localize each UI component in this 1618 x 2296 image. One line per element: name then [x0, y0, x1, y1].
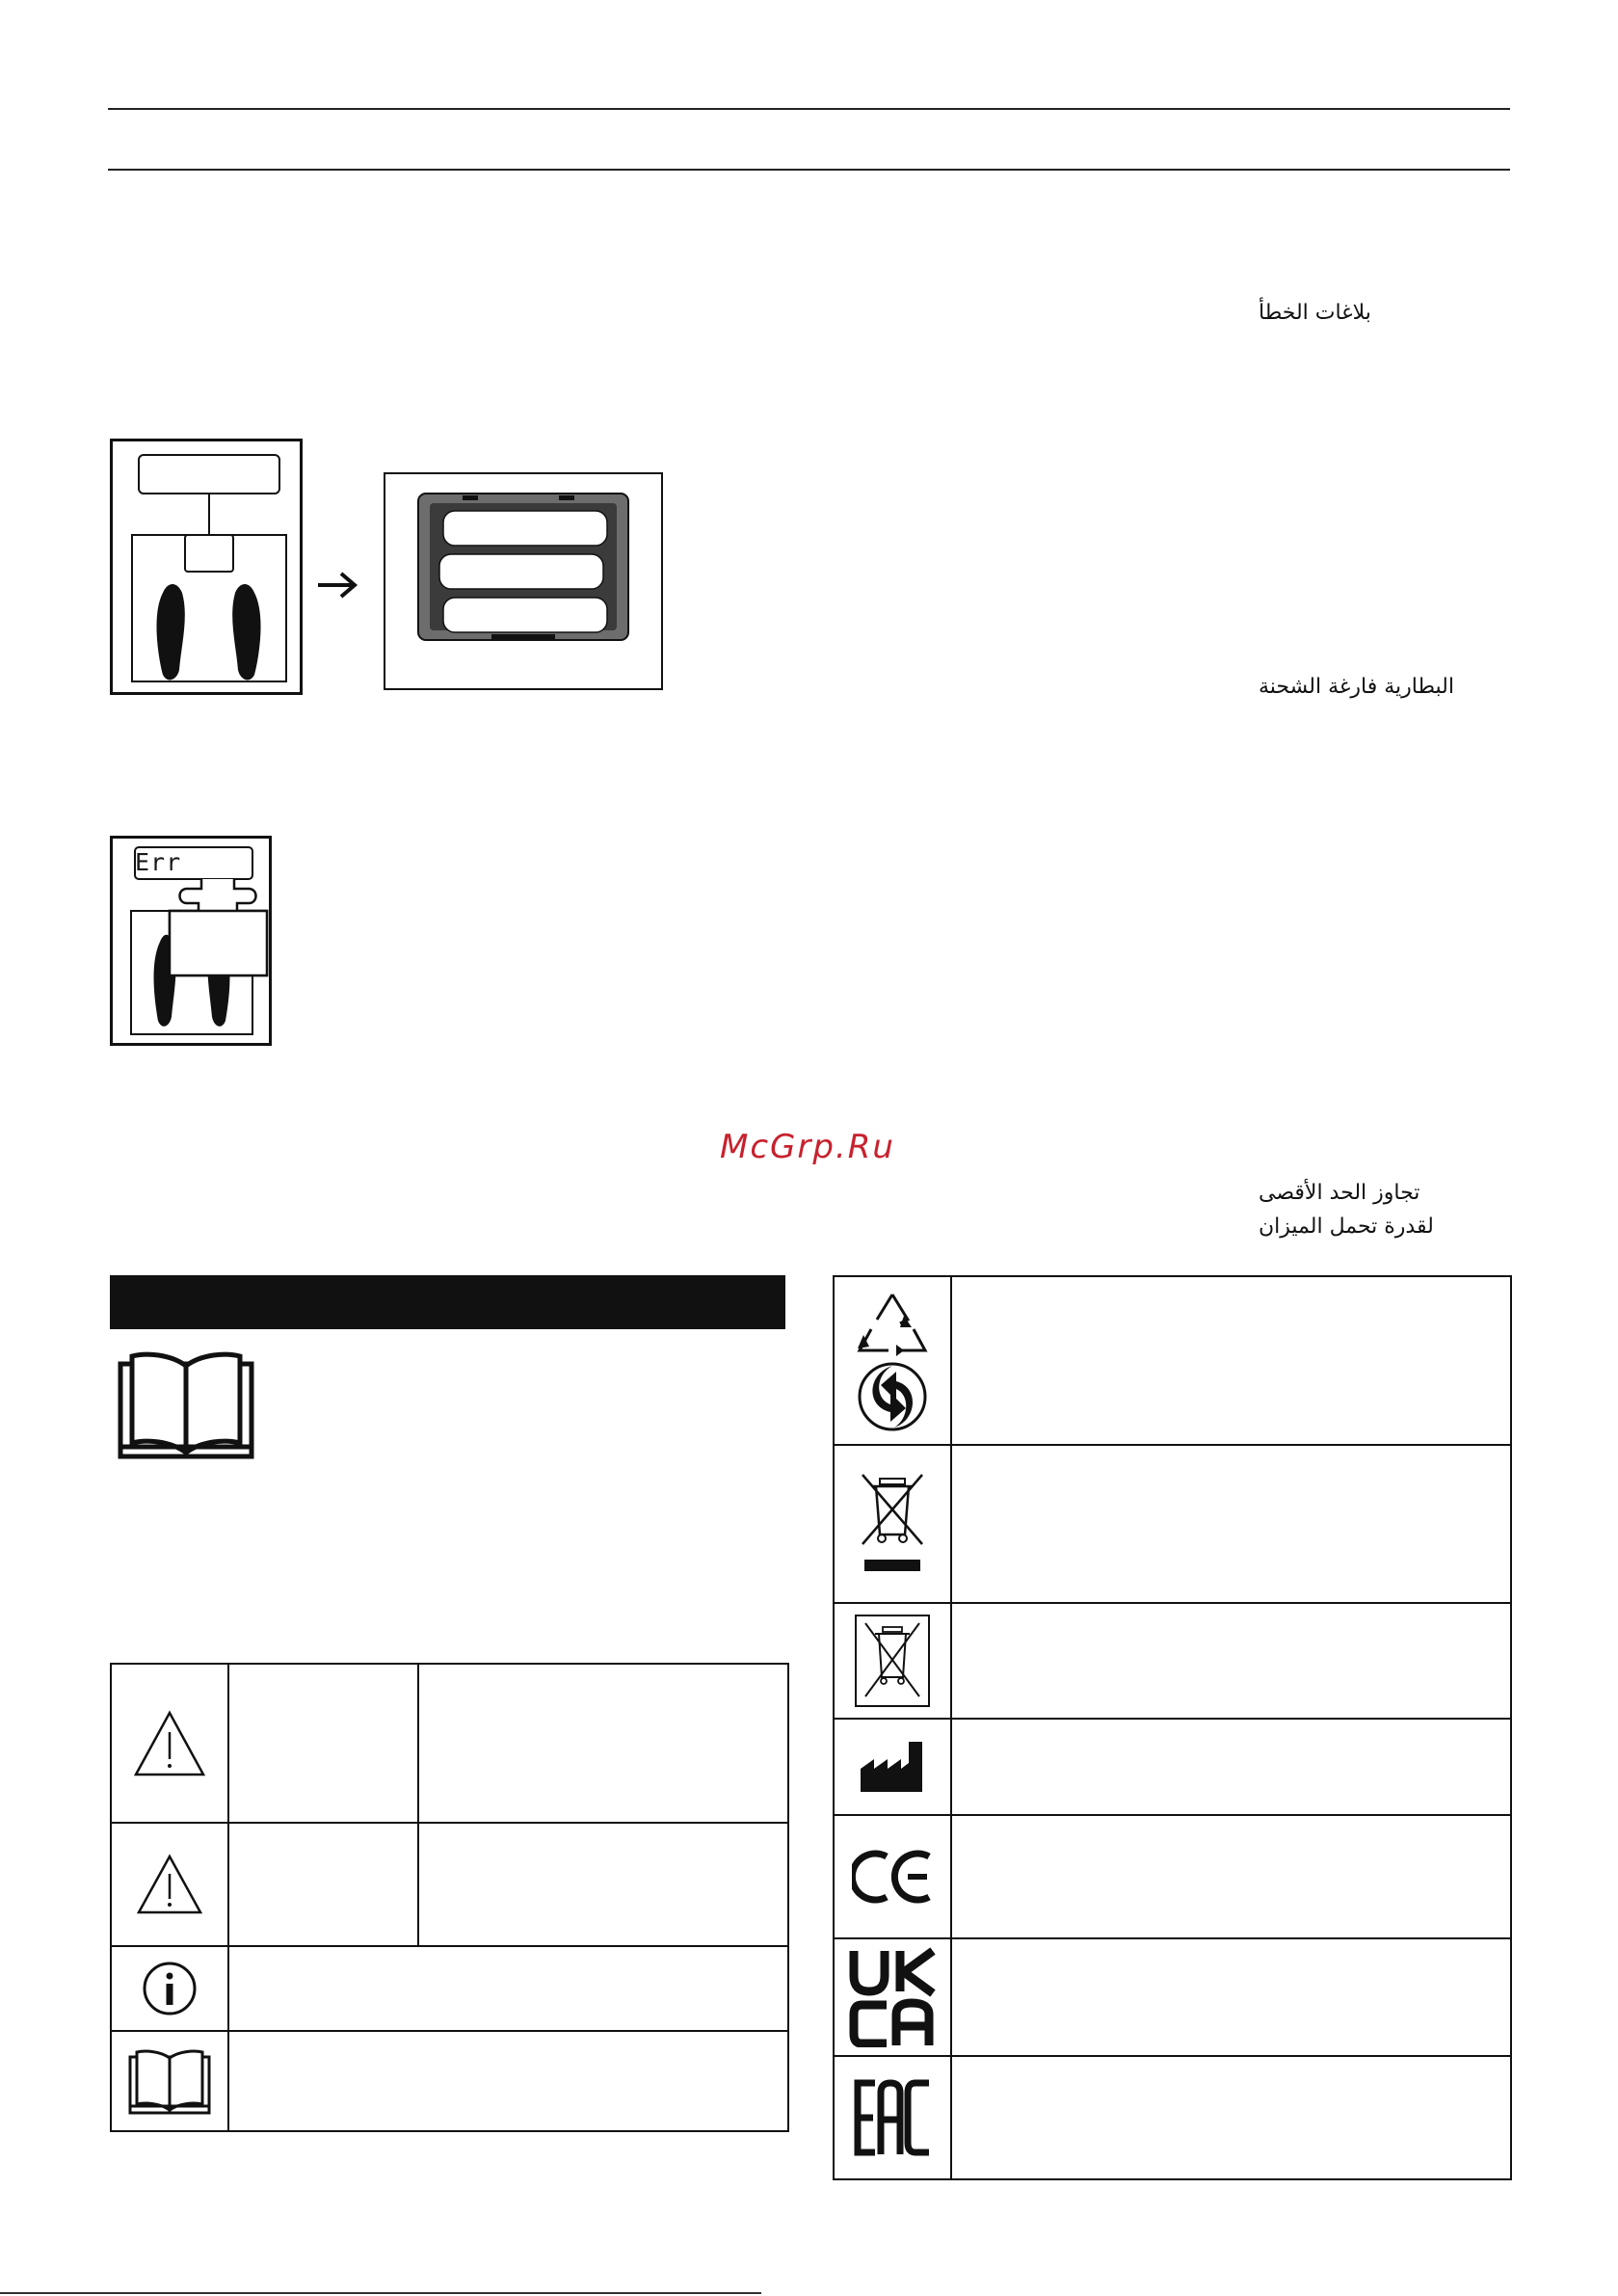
battery-disposal-cell	[834, 1603, 951, 1719]
manual-desc-cell	[228, 2031, 788, 2131]
info-circle-icon	[142, 1961, 198, 2016]
eac-mark-icon	[854, 2079, 931, 2156]
recycle-cell	[834, 1276, 951, 1445]
manual-book-large-icon	[118, 1347, 254, 1460]
err-display-text: Err	[135, 848, 182, 876]
eac-desc-cell	[951, 2056, 1511, 2179]
watermark-text: McGrp.Ru	[720, 1128, 895, 1166]
table-row	[834, 1276, 1511, 1445]
left-symbols-table	[110, 1663, 789, 2132]
table-row	[111, 1823, 788, 1946]
crossed-bin-battery-icon	[854, 1614, 931, 1708]
table-row	[111, 1664, 788, 1823]
ce-mark-icon	[852, 1849, 933, 1905]
table-row	[834, 1445, 1511, 1603]
crossed-bin-bar-icon	[859, 1471, 926, 1577]
table-row	[834, 1719, 1511, 1815]
weee-cell	[834, 1445, 951, 1603]
table-row	[834, 2056, 1511, 2179]
warning-desc-cell	[418, 1664, 788, 1823]
battery-empty-label: البطارية فارغة الشحنة	[1259, 675, 1454, 699]
scale-battery-figure	[110, 439, 303, 695]
overload-label-line1: تجاوز الحد الأقصى	[1259, 1181, 1420, 1205]
weee-desc-cell	[951, 1445, 1511, 1603]
caution-term-cell	[228, 1823, 418, 1946]
ukca-desc-cell	[951, 1938, 1511, 2056]
manufacturer-desc-cell	[951, 1719, 1511, 1815]
manual-cell	[111, 2031, 228, 2131]
ce-cell	[834, 1815, 951, 1938]
right-symbols-table	[833, 1275, 1512, 2180]
info-cell	[111, 1946, 228, 2031]
overload-label-line2: لقدرة تحمل الميزان	[1259, 1215, 1434, 1239]
recycle-desc-cell	[951, 1276, 1511, 1445]
ce-desc-cell	[951, 1815, 1511, 1938]
warning-term-cell	[228, 1664, 418, 1823]
ukca-mark-icon	[848, 1947, 937, 2047]
recycle-green-dot-icon	[854, 1289, 931, 1433]
warning-triangle-icon	[133, 1709, 206, 1778]
ukca-cell	[834, 1938, 951, 2056]
caution-desc-cell	[418, 1823, 788, 1946]
header-rule	[108, 169, 1510, 171]
eac-cell	[834, 2056, 951, 2179]
manual-book-icon	[128, 2046, 211, 2116]
error-messages-title: بلاغات الخطأ	[1259, 301, 1371, 325]
table-row	[834, 1603, 1511, 1719]
caution-triangle-icon	[136, 1853, 203, 1916]
manufacturer-cell	[834, 1719, 951, 1815]
info-desc-cell	[228, 1946, 788, 2031]
symbols-section-bar	[110, 1275, 785, 1329]
table-row	[111, 2031, 788, 2131]
caution-triangle-cell	[111, 1823, 228, 1946]
table-row	[111, 1946, 788, 2031]
battery-disposal-desc-cell	[951, 1603, 1511, 1719]
table-row	[834, 1938, 1511, 2056]
battery-compartment-figure	[384, 472, 663, 690]
top-rule	[108, 108, 1510, 110]
warning-triangle-cell	[111, 1664, 228, 1823]
arrow-right-icon	[316, 571, 360, 600]
manufacturer-factory-icon	[859, 1740, 926, 1794]
footer-rule	[0, 2292, 761, 2294]
table-row	[834, 1815, 1511, 1938]
